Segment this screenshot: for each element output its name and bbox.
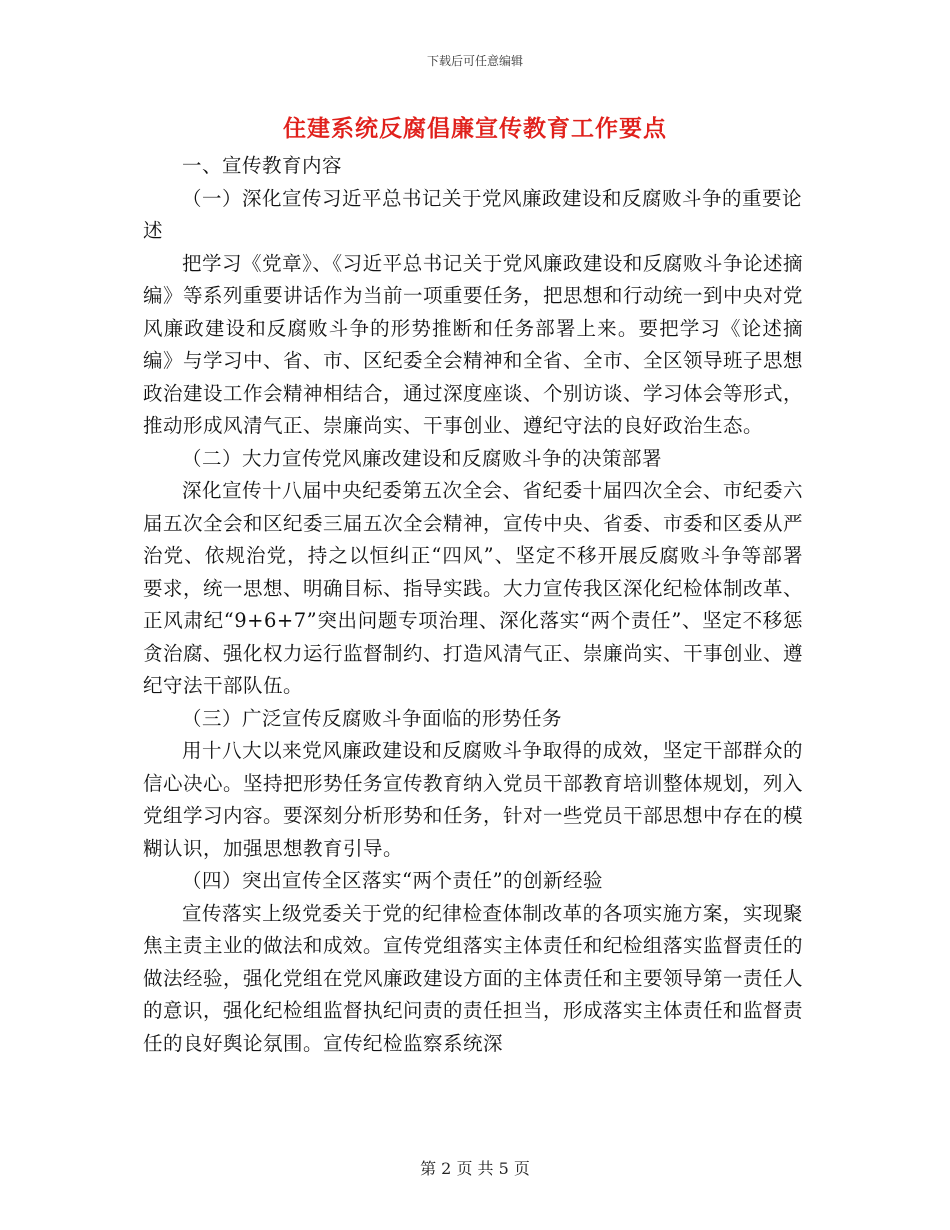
subsection-heading-1: （一）深化宣传习近平总书记关于党风廉政建设和反腐败斗争的重要论述 xyxy=(143,186,803,242)
subsection-heading-3: （三）广泛宣传反腐败斗争面临的形势任务 xyxy=(182,706,563,730)
page-header-note: 下载后可任意编辑 xyxy=(426,54,523,68)
subsection-paragraph-4: 宣传落实上级党委关于党的纪律检查体制改革的各项实施方案，实现聚焦主责主业的做法和成效。宣传党组落实主体责任和纪检组落实监督责任的做法经验，强化党组在党风廉政建设方面的主体责任和主要领导第一责任人的意识，强化纪检组监督执纪问责的责任担当，形成落实主体责任和监督责任的良好舆论氛围。宣传纪检监察系统深 xyxy=(143,901,804,1055)
document-title: 住建系统反腐倡廉宣传教育工作要点 xyxy=(283,116,667,142)
section-heading: 一、宣传教育内容 xyxy=(182,154,343,177)
subsection-paragraph-1: 把学习《党章》、《习近平总书记关于党风廉政建设和反腐败斗争论述摘编》等系列重要讲话作为当前一项重要任务，把思想和行动统一到中央对党风廉政建设和反腐败斗争的形势推断和任务部署上来。要把学习《论述摘编》与学习中、省、市、区纪委全会精神和全省、全市、全区领导班子思想政治建设工作会精神相结合，通过深度座谈、个别访谈、学习体会等形式，推动形成风清气正、崇廉尚实、干事创业、遵纪守法的良好政治生态。 xyxy=(143,251,804,437)
document-body xyxy=(143,150,803,1060)
subsection-heading-4: （四）突出宣传全区落实“两个责任”的创新经验 xyxy=(182,869,603,892)
subsection-heading-2: （二）大力宣传党风廉改建设和反腐败斗争的决策部署 xyxy=(182,446,663,470)
subsection-paragraph-2: 深化宣传十八届中央纪委第五次全会、省纪委十届四次全会、市纪委六届五次全会和区纪委三届五次全会精神，宣传中央、省委、市委和区委从严治党、依规治党，持之以恒纠正“四风”、坚定不移开展反腐败斗争等部署要求，统一思想、明确目标、指导实践。大力宣传我区深化纪检体制改革、正风肃纪“9+6+7”突出问题专项治理、深化落实“两个责任”、坚定不移惩贪治腐、强化权力运行监督制约、打造风清气正、崇廉尚实、干事创业、遵纪守法干部队伍。 xyxy=(143,479,804,697)
page-number-footer: 第 2 页 共 5 页 xyxy=(420,1159,530,1178)
subsection-paragraph-3: 用十八大以来党风廉政建设和反腐败斗争取得的成效，坚定干部群众的信心决心。坚持把形势任务宣传教育纳入党员干部教育培训整体规划，列入党组学习内容。要深刻分析形势和任务，针对一些党员干部思想中存在的模糊认识，加强思想教育引导。 xyxy=(143,739,804,860)
